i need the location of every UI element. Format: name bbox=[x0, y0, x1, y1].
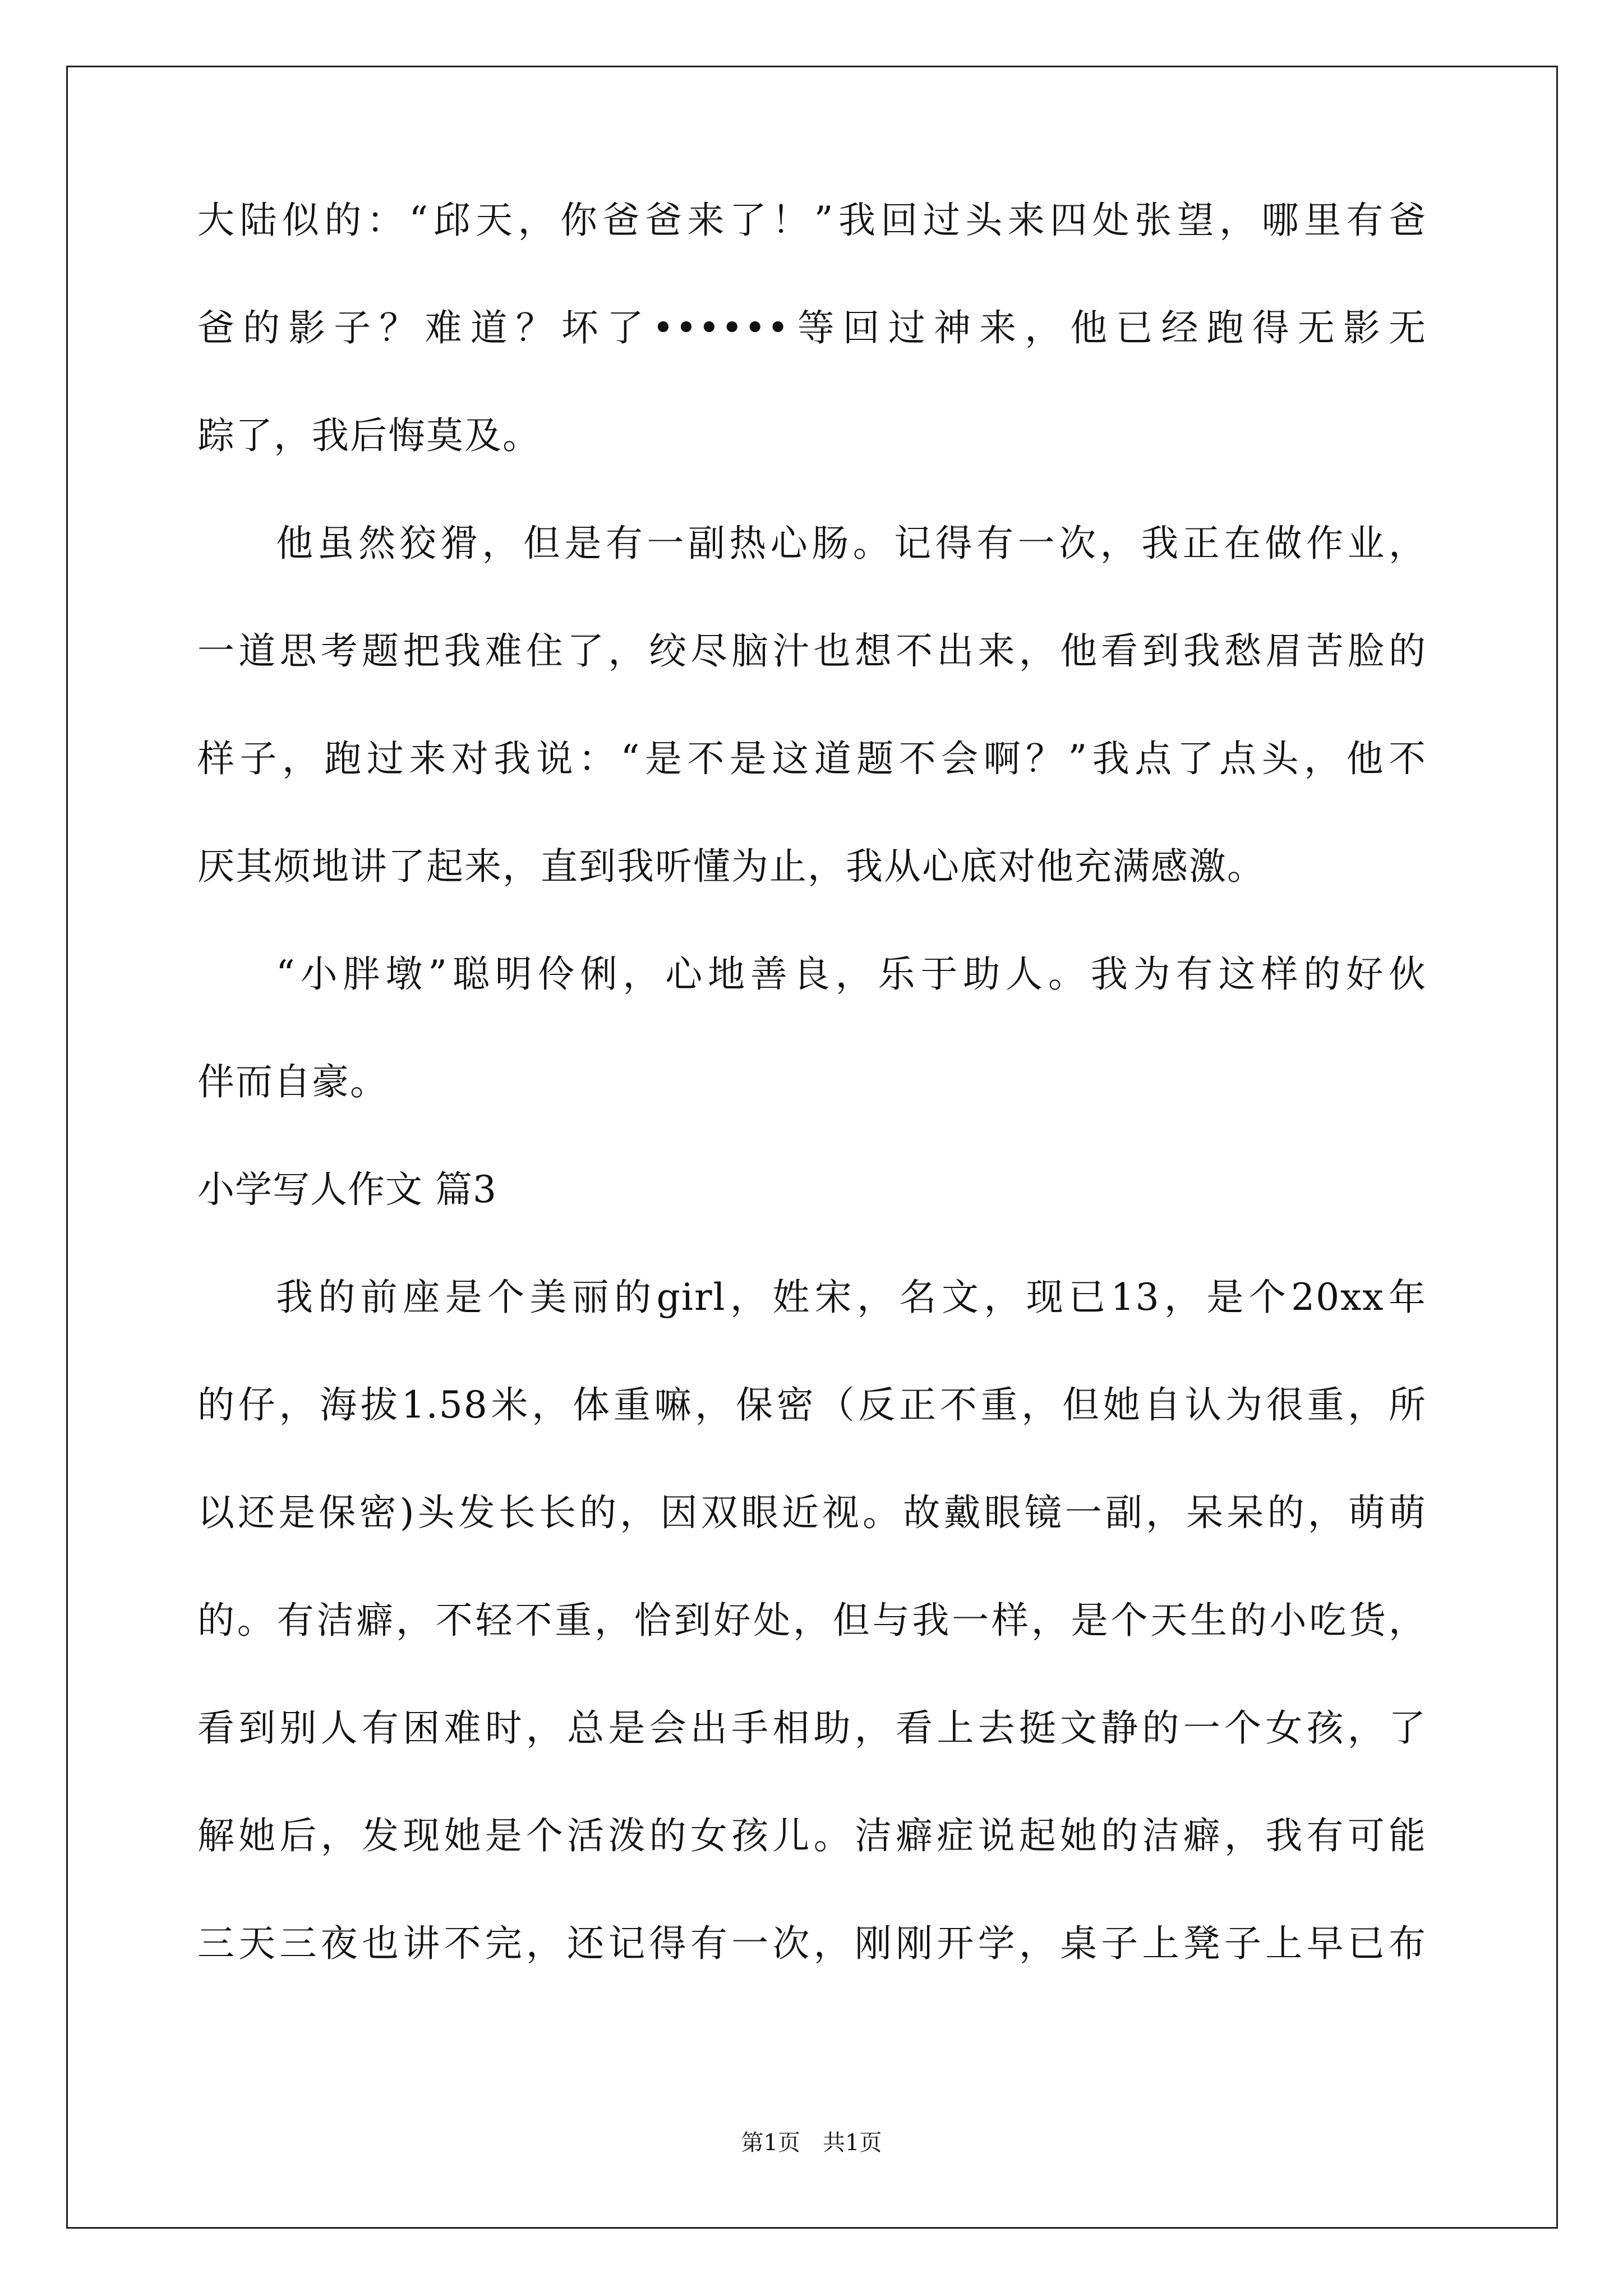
text-line: 解她后，发现她是个活泼的女孩儿。洁癖症说起她的洁癖，我有可能 bbox=[197, 1814, 1427, 1857]
text-line: 的。有洁癖，不轻不重，恰到好处，但与我一样，是个天生的小吃货， bbox=[197, 1599, 1427, 1642]
text-line: 踪了，我后悔莫及。 bbox=[197, 414, 541, 457]
paragraph-start-line: “小胖墩”聪明伶俐，心地善良，乐于助人。我为有这样的好伙 bbox=[276, 953, 1427, 996]
text-line: 爸的影子？难道？坏了••••••等回过神来，他已经跑得无影无 bbox=[197, 306, 1427, 349]
page-total: 共1页 bbox=[823, 2130, 882, 2156]
text-line: 的仔，海拔1.58米，体重嘛，保密（反正不重，但她自认为很重，所 bbox=[197, 1383, 1427, 1427]
text-line: 厌其烦地讲了起来，直到我听懂为止，我从心底对他充满感激。 bbox=[197, 845, 1265, 888]
section-heading: 小学写人作文 篇3 bbox=[197, 1168, 497, 1211]
paragraph-start-line: 他虽然狡猾，但是有一副热心肠。记得有一次，我正在做作业， bbox=[276, 522, 1427, 565]
text-line: 看到别人有困难时，总是会出手相助，看上去挺文静的一个女孩，了 bbox=[197, 1706, 1427, 1750]
text-line: 大陆似的：“邱天，你爸爸来了！”我回过头来四处张望，哪里有爸 bbox=[197, 199, 1427, 242]
text-line: 样子，跑过来对我说：“是不是这道题不会啊？”我点了点头，他不 bbox=[197, 737, 1427, 780]
text-line: 以还是保密)头发长长的，因双眼近视。故戴眼镜一副，呆呆的，萌萌 bbox=[197, 1491, 1427, 1534]
document-body bbox=[197, 199, 1427, 2033]
text-line: 三天三夜也讲不完，还记得有一次，刚刚开学，桌子上凳子上早已布 bbox=[197, 1922, 1427, 1965]
text-line: 伴而自豪。 bbox=[197, 1060, 388, 1103]
page-number: 第1页 bbox=[741, 2130, 800, 2156]
text-line: 一道思考题把我难住了，绞尽脑汁也想不出来，他看到我愁眉苦脸的 bbox=[197, 629, 1427, 673]
page-footer bbox=[0, 2132, 1623, 2154]
paragraph-start-line: 我的前座是个美丽的girl，姓宋，名文，现已13，是个20xx年 bbox=[276, 1276, 1427, 1319]
